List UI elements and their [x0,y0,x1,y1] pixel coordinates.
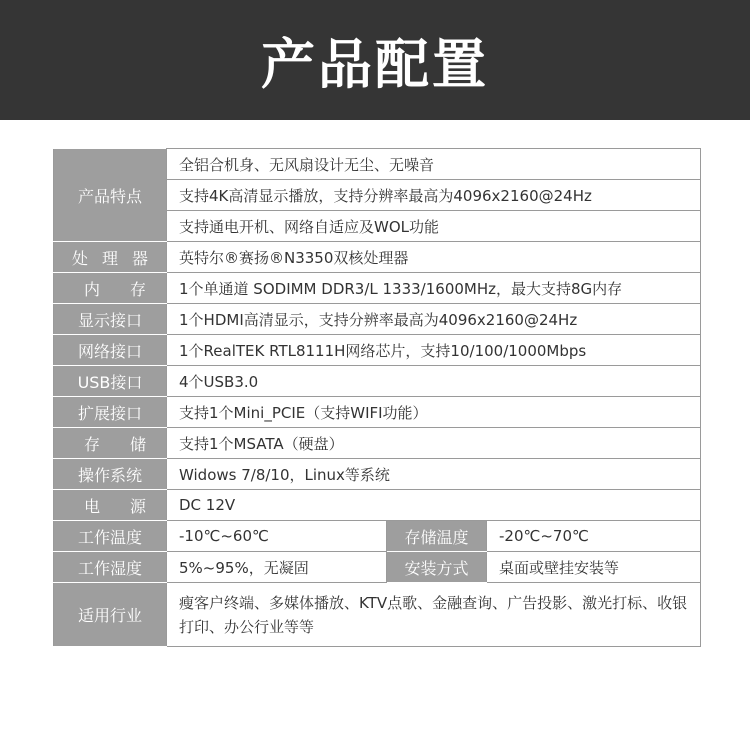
network-value: 1个RealTEK RTL8111H网络芯片，支持10/100/1000Mbps [167,335,701,366]
table-row [54,304,701,335]
storage-temp-value: -20℃~70℃ [487,521,701,552]
usb-label: USB接口 [54,366,167,397]
feature-item: 支持通电开机、网络自适应及WOL功能 [167,211,701,242]
table-row [54,397,701,428]
table-row [54,428,701,459]
table-row [54,242,701,273]
cpu-label: 处理器 [54,242,167,273]
memory-value: 1个单通道 SODIMM DDR3/L 1333/1600MHz，最大支持8G内存 [167,273,701,304]
power-value: DC 12V [167,490,701,521]
install-value: 桌面或壁挂安装等 [487,552,701,583]
table-row [54,521,701,552]
power-label: 电源 [54,490,167,521]
display-value: 1个HDMI高清显示，支持分辨率最高为4096x2160@24Hz [167,304,701,335]
page-header [0,0,750,120]
work-temp-value: -10℃~60℃ [167,521,387,552]
work-temp-label: 工作温度 [54,521,167,552]
cpu-value: 英特尔®赛扬®N3350双核处理器 [167,242,701,273]
page-title: 产品配置 [261,32,489,96]
display-label: 显示接口 [54,304,167,335]
storage-label: 存储 [54,428,167,459]
storage-temp-label: 存储温度 [387,521,487,552]
usb-value: 4个USB3.0 [167,366,701,397]
features-label: 产品特点 [54,149,167,242]
table-row [54,335,701,366]
table-row [54,583,701,647]
os-label: 操作系统 [54,459,167,490]
industry-value: 瘦客户终端、多媒体播放、KTV点歌、金融查询、广告投影、激光打标、收银打印、办公行业等等 [167,583,701,647]
table-row [54,459,701,490]
feature-item: 支持4K高清显示播放，支持分辨率最高为4096x2160@24Hz [167,180,701,211]
table-row [54,149,701,180]
spec-table [53,148,701,647]
table-row [54,552,701,583]
work-humidity-label: 工作湿度 [54,552,167,583]
storage-value: 支持1个MSATA（硬盘） [167,428,701,459]
industry-label: 适用行业 [54,583,167,647]
install-label: 安装方式 [387,552,487,583]
expansion-label: 扩展接口 [54,397,167,428]
memory-label: 内存 [54,273,167,304]
table-row [54,366,701,397]
expansion-value: 支持1个Mini_PCIE（支持WIFI功能） [167,397,701,428]
network-label: 网络接口 [54,335,167,366]
table-row [54,490,701,521]
work-humidity-value: 5%~95%，无凝固 [167,552,387,583]
feature-item: 全铝合机身、无风扇设计无尘、无噪音 [167,149,701,180]
table-row [54,273,701,304]
os-value: Widows 7/8/10，Linux等系统 [167,459,701,490]
